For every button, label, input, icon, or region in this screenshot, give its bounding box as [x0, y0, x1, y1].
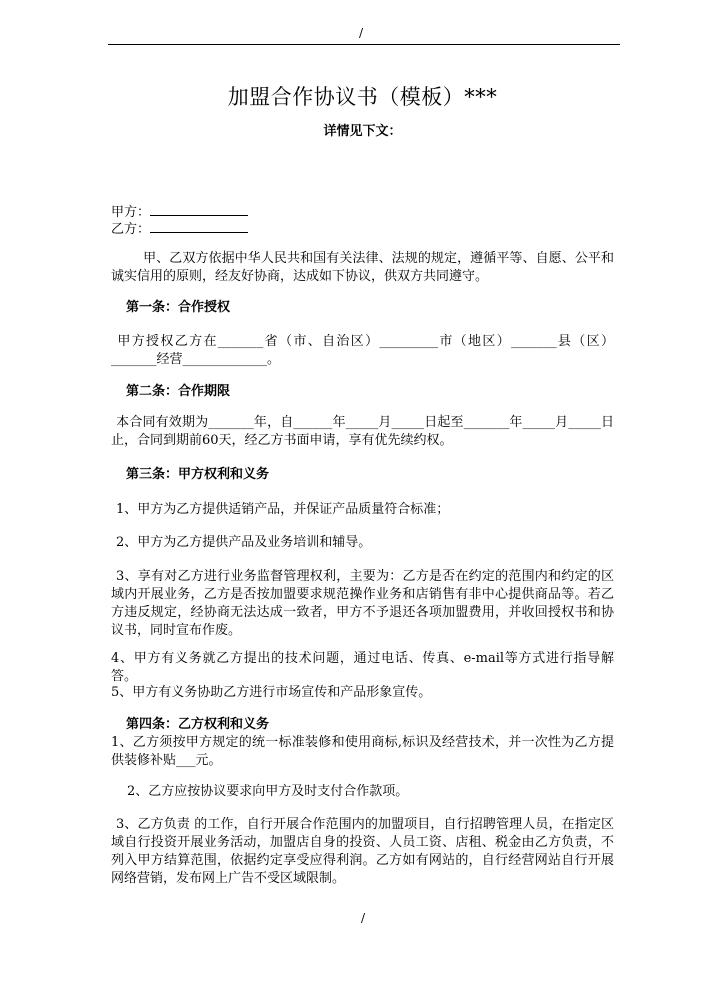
intro-paragraph	[111, 250, 614, 286]
party-a-blank	[150, 203, 248, 216]
footer-mark: /	[361, 911, 366, 925]
party-a-label: 甲方：	[111, 205, 151, 220]
article-3-item-2-text: 2、甲方为乙方提供产品及业务培训和辅导。	[116, 535, 372, 550]
article-4-item-3	[111, 816, 614, 888]
article-2-body	[111, 414, 614, 450]
article-3-item-4-text: 4、甲方有义务就乙方提出的技术问题，通过电话、传真、e-mail等方式进行指导解答。	[111, 651, 614, 684]
header-rule	[108, 44, 620, 45]
party-b-label: 乙方：	[111, 222, 151, 237]
article-3-item-3-text: 3、享有对乙方进行业务监督管理权利，主要为：乙方是否在约定的范围内和约定的区域内开展业务，乙方是否按加盟要求规范操作业务和店销售有非中心提供商品等。若乙方违反规定，经协商无法达成一致者，甲方不予退还各项加盟费用，并收回授权书和协议书，同时宣布作废。	[111, 569, 614, 638]
article-3-item-5-text: 5、甲方有义务协助乙方进行市场宣传和产品形象宣传。	[111, 685, 432, 700]
party-b-blank	[150, 220, 248, 233]
article-1-heading: 第一条：合作授权	[126, 300, 231, 315]
article-4-item-2	[111, 783, 614, 801]
article-3-item-2	[111, 534, 614, 552]
document-subtitle: 详情见下文：	[323, 124, 402, 139]
party-a-line	[111, 203, 248, 221]
article-3-item-3	[111, 568, 614, 640]
article-2-text: 本合同有效期为_______年，自______年_____月_____日起至_______年_____月_____日止，合同到期前60天，经乙方书面申请，享有优先续约权。	[111, 415, 614, 448]
header-mark: /	[359, 26, 364, 40]
article-4-item-1-text: 1、乙方须按甲方规定的统一标准装修和使用商标,标识及经营技术，并一次性为乙方提供装修补贴___元。	[111, 735, 614, 768]
article-1-text: 甲方授权乙方在_______省（市、自治区）_________市（地区）_______县（区）_______经营_____________。	[111, 334, 614, 367]
article-2-heading: 第二条：合作期限	[126, 384, 231, 399]
article-1-body	[111, 333, 614, 369]
article-3-item-5	[111, 684, 614, 702]
article-3-item-1	[111, 501, 614, 519]
article-3-heading: 第三条：甲方权利和义务	[126, 467, 270, 482]
article-4-item-1	[111, 734, 614, 770]
intro-text: 甲、乙双方依据中华人民共和国有关法律、法规的规定，遵循平等、自愿、公平和诚实信用的原则，经友好协商，达成如下协议，供双方共同遵守。	[111, 251, 614, 284]
article-3-item-4	[111, 650, 614, 686]
article-4-heading: 第四条：乙方权利和义务	[126, 717, 270, 732]
article-3-item-1-text: 1、甲方为乙方提供适销产品，并保证产品质量符合标准；	[116, 502, 450, 517]
article-4-item-3-text: 3、乙方负责 的工作，自行开展合作范围内的加盟项目，自行招聘管理人员，在指定区域自行投资开展业务活动，加盟店自身的投资、人员工资、店租、税金由乙方负责，不列入甲方结算范围，依据约定享受应得利润。乙方如有网站的，自行经营网站自行开展网络营销，发布网上广告不受区域限制。	[111, 817, 614, 886]
document-title: 加盟合作协议书（模板）***	[227, 85, 498, 109]
party-b-line	[111, 220, 248, 238]
article-4-item-2-text: 2、乙方应按协议要求向甲方及时支付合作款项。	[127, 784, 409, 799]
